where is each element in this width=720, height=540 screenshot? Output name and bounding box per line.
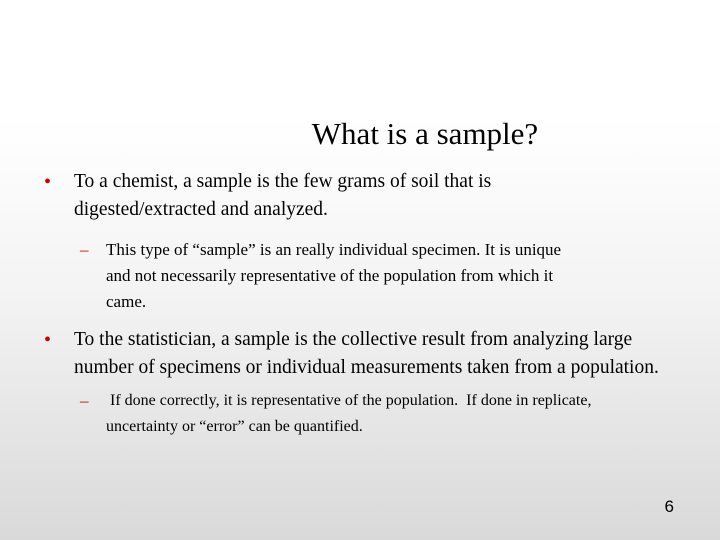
bullet-text <box>74 326 659 382</box>
sub-bullet-text <box>106 388 591 440</box>
sub-bullet-line: If done correctly, it is representative of the population. If done in replicate, <box>106 392 592 409</box>
bullet-line: digested/extracted and analyzed. <box>74 199 328 220</box>
sub-bullet-text <box>106 237 561 315</box>
sub-bullet-marker: – <box>80 391 89 410</box>
bullet-marker: • <box>44 329 52 351</box>
sub-bullet-marker: – <box>80 240 89 259</box>
sub-bullet-line: came. <box>106 292 147 311</box>
sub-bullet-line: and not necessarily representative of the population from which it <box>106 266 554 285</box>
slide-title: What is a sample? <box>311 116 539 151</box>
page-number: 6 <box>664 497 674 516</box>
bullet-line: To the statistician, a sample is the collective result from analyzing large <box>74 329 633 350</box>
sub-bullet-line: uncertainty or “error” can be quantified. <box>106 418 363 435</box>
bullet-line: number of specimens or individual measurements taken from a population. <box>74 357 659 378</box>
bullet-marker: • <box>44 171 52 193</box>
bullet-line: To a chemist, a sample is the few grams of soil that is <box>74 171 492 192</box>
sub-bullet-line: This type of “sample” is an really individual specimen. It is unique <box>106 240 562 259</box>
bullet-text <box>74 168 491 224</box>
